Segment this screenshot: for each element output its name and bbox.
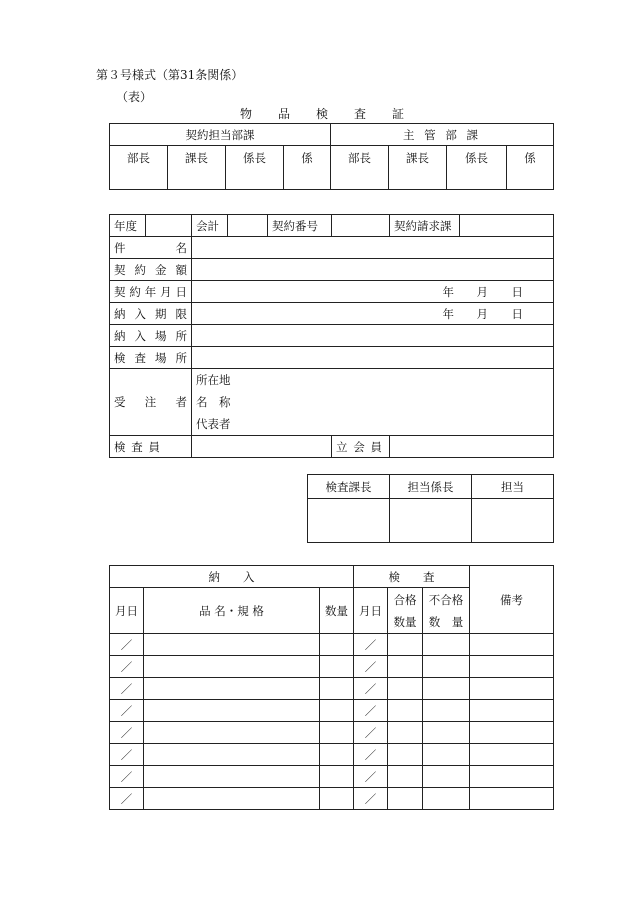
fail-qty-cell xyxy=(423,678,470,700)
product-cell xyxy=(144,722,320,744)
inspection-place-value xyxy=(192,347,554,369)
delivery-date-cell: ／ xyxy=(110,766,144,788)
pass-qty-header: 合格 数量 xyxy=(388,588,423,634)
inspection-date-cell: ／ xyxy=(354,678,388,700)
witness-value xyxy=(390,436,554,458)
delivery-qty-cell xyxy=(320,678,354,700)
form-number: 第３号様式（第31条関係） xyxy=(96,68,244,82)
table-row xyxy=(110,634,554,656)
contract-no-label: 契約番号 xyxy=(268,215,332,237)
pass-qty-cell xyxy=(388,722,423,744)
approval-col: 部長 xyxy=(110,146,168,190)
contractor-value xyxy=(192,369,554,436)
signoff-table xyxy=(307,474,554,543)
signoff-col: 担当 xyxy=(472,475,554,499)
delivery-date-header: 月日 xyxy=(110,588,144,634)
delivery-date-cell: ／ xyxy=(110,722,144,744)
contractor-rep-label: 代表者 xyxy=(196,417,231,431)
delivery-qty-cell xyxy=(320,766,354,788)
contract-date-label: 契約年月日 xyxy=(110,281,192,303)
delivery-date-cell: ／ xyxy=(110,678,144,700)
delivery-place-label: 納入場所 xyxy=(110,325,192,347)
due-date-label: 納入期限 xyxy=(110,303,192,325)
remarks-cell xyxy=(470,634,554,656)
delivery-qty-header: 数量 xyxy=(320,588,354,634)
product-header: 品 名・規 格 xyxy=(144,588,320,634)
delivery-place-value xyxy=(192,325,554,347)
inspection-date-cell: ／ xyxy=(354,656,388,678)
fail-qty-cell xyxy=(423,634,470,656)
inspector-label: 検査員 xyxy=(110,436,192,458)
fail-qty-cell xyxy=(423,656,470,678)
product-cell xyxy=(144,634,320,656)
amount-value xyxy=(192,259,554,281)
signoff-col: 担当係長 xyxy=(390,475,472,499)
fail-qty-header: 不合格 数 量 xyxy=(423,588,470,634)
remarks-cell xyxy=(470,656,554,678)
approval-right-group: 主 管 部 課 xyxy=(331,124,554,146)
inspection-header: 検 査 xyxy=(354,566,470,588)
billing-section-label: 契約請求課 xyxy=(390,215,460,237)
delivery-date-cell: ／ xyxy=(110,634,144,656)
remarks-cell xyxy=(470,744,554,766)
item-name-value xyxy=(192,237,554,259)
approval-left-group: 契約担当部課 xyxy=(110,124,331,146)
approval-col: 係長 xyxy=(226,146,284,190)
approval-table xyxy=(109,123,554,190)
approval-col: 係長 xyxy=(447,146,507,190)
product-cell xyxy=(144,700,320,722)
inspection-date-cell: ／ xyxy=(354,722,388,744)
product-cell xyxy=(144,656,320,678)
table-row xyxy=(110,678,554,700)
remarks-cell xyxy=(470,700,554,722)
inspection-date-cell: ／ xyxy=(354,700,388,722)
table-row xyxy=(110,656,554,678)
pass-qty-cell xyxy=(388,656,423,678)
contract-table xyxy=(109,214,554,458)
delivery-date-cell: ／ xyxy=(110,788,144,810)
billing-section-value xyxy=(460,215,554,237)
table-row xyxy=(110,744,554,766)
form-side-label: （表） xyxy=(116,90,153,104)
product-cell xyxy=(144,788,320,810)
item-name-label: 件 名 xyxy=(110,237,192,259)
pass-qty-cell xyxy=(388,634,423,656)
remarks-header: 備考 xyxy=(470,566,554,634)
contractor-address-label: 所在地 xyxy=(196,373,231,387)
items-table xyxy=(109,565,554,810)
fail-qty-cell xyxy=(423,744,470,766)
product-cell xyxy=(144,678,320,700)
inspection-place-label: 検査場所 xyxy=(110,347,192,369)
fail-qty-cell xyxy=(423,700,470,722)
contract-date-value: 年 月 日 xyxy=(192,281,554,303)
approval-col: 課長 xyxy=(168,146,226,190)
delivery-date-cell: ／ xyxy=(110,656,144,678)
account-value xyxy=(228,215,268,237)
delivery-qty-cell xyxy=(320,656,354,678)
inspector-value xyxy=(192,436,332,458)
pass-qty-cell xyxy=(388,700,423,722)
due-date-value: 年 月 日 xyxy=(192,303,554,325)
fiscal-year-value xyxy=(146,215,192,237)
delivery-qty-cell xyxy=(320,634,354,656)
delivery-qty-cell xyxy=(320,722,354,744)
page-title: 物品検査証 xyxy=(240,107,431,121)
inspection-date-cell: ／ xyxy=(354,744,388,766)
remarks-cell xyxy=(470,722,554,744)
delivery-qty-cell xyxy=(320,700,354,722)
approval-col: 係 xyxy=(284,146,331,190)
approval-col: 課長 xyxy=(389,146,447,190)
signoff-cell xyxy=(472,499,554,543)
delivery-date-cell: ／ xyxy=(110,744,144,766)
approval-col: 係 xyxy=(507,146,554,190)
table-row xyxy=(110,700,554,722)
approval-col: 部長 xyxy=(331,146,389,190)
amount-label: 契約金額 xyxy=(110,259,192,281)
signoff-cell xyxy=(390,499,472,543)
inspection-date-cell: ／ xyxy=(354,634,388,656)
fail-qty-cell xyxy=(423,722,470,744)
signoff-cell xyxy=(308,499,390,543)
delivery-qty-cell xyxy=(320,788,354,810)
table-row xyxy=(110,788,554,810)
delivery-date-cell: ／ xyxy=(110,700,144,722)
table-row xyxy=(110,722,554,744)
account-label: 会計 xyxy=(192,215,228,237)
inspection-date-cell: ／ xyxy=(354,788,388,810)
delivery-header: 納 入 xyxy=(110,566,354,588)
pass-qty-cell xyxy=(388,678,423,700)
remarks-cell xyxy=(470,788,554,810)
product-cell xyxy=(144,766,320,788)
signoff-col: 検査課長 xyxy=(308,475,390,499)
contractor-label: 受注者 xyxy=(110,369,192,436)
remarks-cell xyxy=(470,766,554,788)
remarks-cell xyxy=(470,678,554,700)
inspection-date-cell: ／ xyxy=(354,766,388,788)
pass-qty-cell xyxy=(388,744,423,766)
pass-qty-cell xyxy=(388,788,423,810)
inspection-date-header: 月日 xyxy=(354,588,388,634)
delivery-qty-cell xyxy=(320,744,354,766)
contractor-name-label: 名 称 xyxy=(196,395,231,409)
pass-qty-cell xyxy=(388,766,423,788)
fiscal-year-label: 年度 xyxy=(110,215,146,237)
fail-qty-cell xyxy=(423,766,470,788)
contract-no-value xyxy=(332,215,390,237)
product-cell xyxy=(144,744,320,766)
fail-qty-cell xyxy=(423,788,470,810)
witness-label: 立会員 xyxy=(332,436,390,458)
table-row xyxy=(110,766,554,788)
